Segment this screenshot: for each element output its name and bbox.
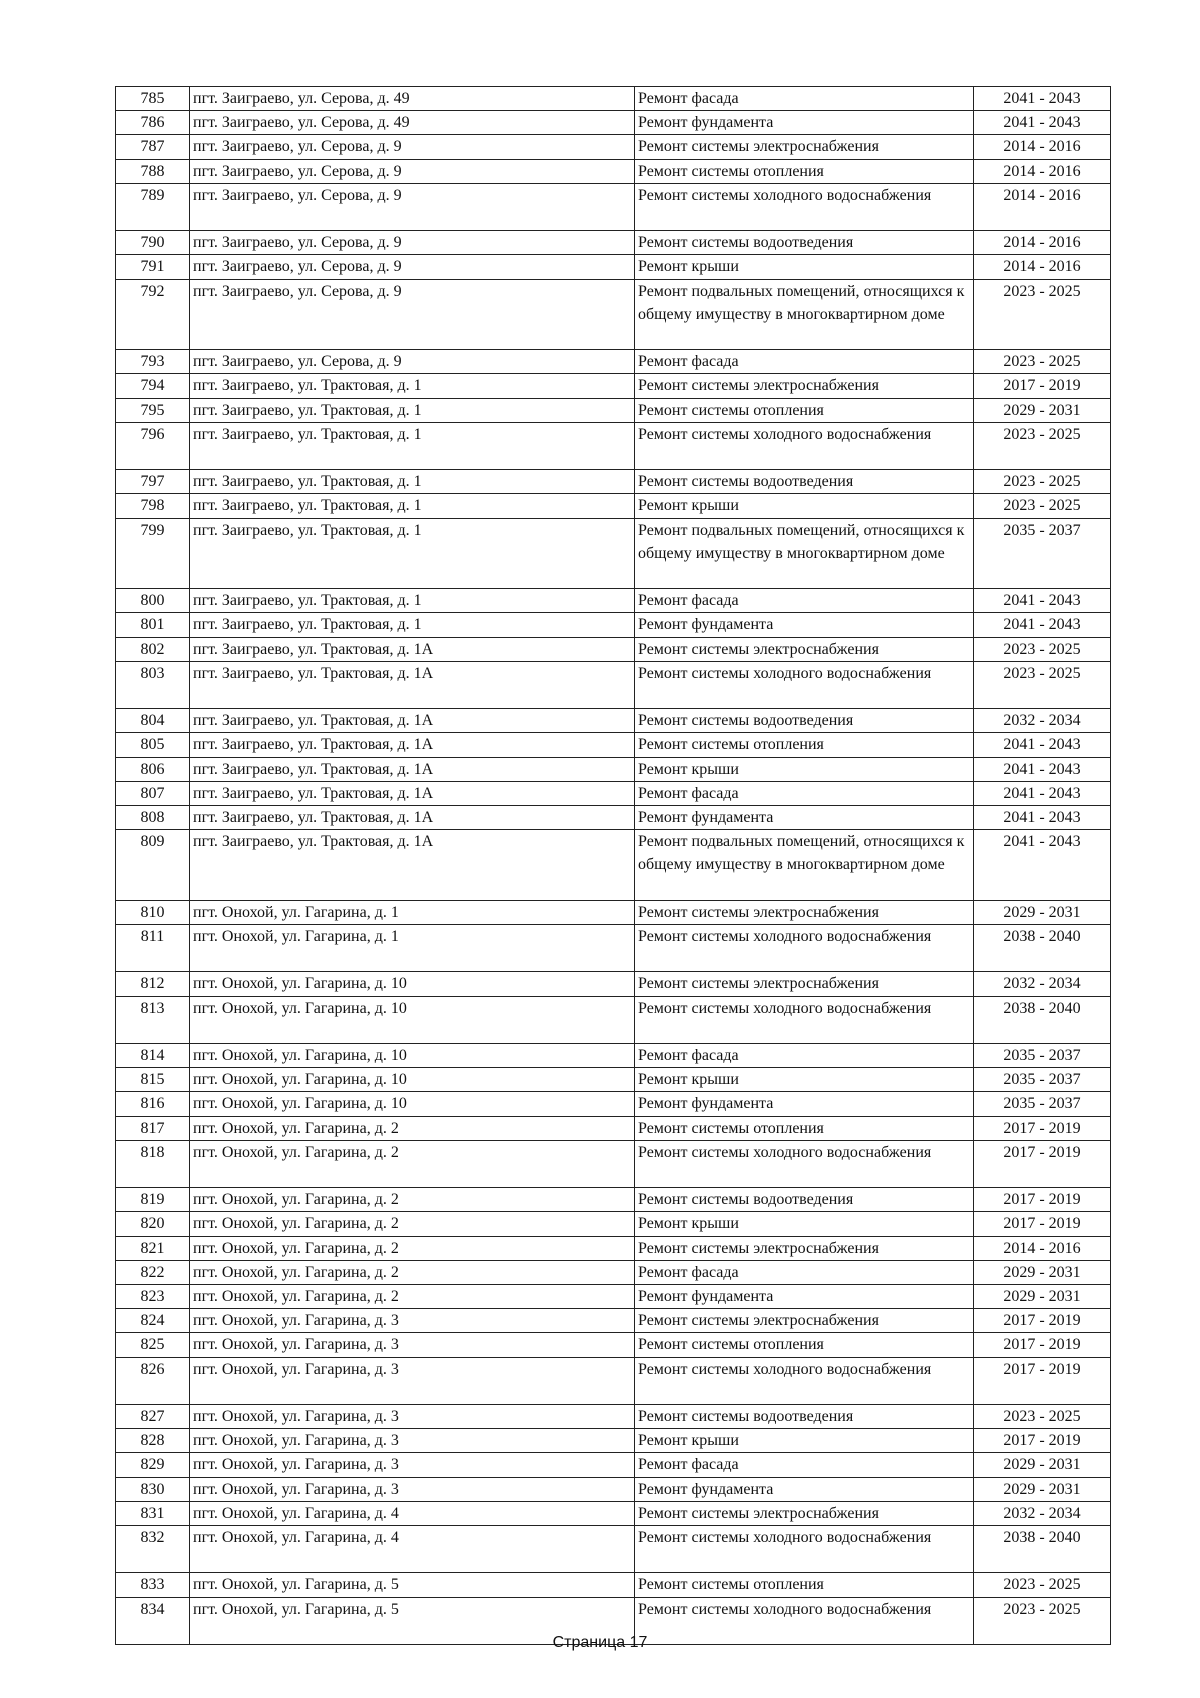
table-row (116, 350, 1111, 374)
cell-work-type: Ремонт системы водоотведения (635, 1405, 974, 1429)
cell-period: 2032 - 2034 (974, 1501, 1111, 1525)
cell-period: 2041 - 2043 (974, 87, 1111, 111)
table-row (116, 470, 1111, 494)
table-row (116, 1212, 1111, 1236)
cell-work-type: Ремонт фасада (635, 1044, 974, 1068)
table-row (116, 135, 1111, 159)
table-row (116, 1188, 1111, 1212)
table-row (116, 806, 1111, 830)
table-row (116, 972, 1111, 996)
table-row (116, 589, 1111, 613)
cell-address: пгт. Онохой, ул. Гагарина, д. 3 (190, 1333, 635, 1357)
cell-number: 794 (116, 374, 190, 398)
table-row (116, 183, 1111, 230)
cell-number: 801 (116, 613, 190, 637)
cell-address: пгт. Онохой, ул. Гагарина, д. 3 (190, 1357, 635, 1404)
table-row (116, 422, 1111, 469)
cell-address: пгт. Заиграево, ул. Серова, д. 9 (190, 255, 635, 279)
cell-period: 2029 - 2031 (974, 1477, 1111, 1501)
cell-period: 2023 - 2025 (974, 1597, 1111, 1644)
cell-period: 2041 - 2043 (974, 111, 1111, 135)
cell-address: пгт. Заиграево, ул. Трактовая, д. 1 (190, 422, 635, 469)
cell-work-type: Ремонт системы холодного водоснабжения (635, 422, 974, 469)
cell-period: 2038 - 2040 (974, 996, 1111, 1043)
cell-work-type: Ремонт системы холодного водоснабжения (635, 996, 974, 1043)
table-row (116, 1068, 1111, 1092)
cell-period: 2041 - 2043 (974, 757, 1111, 781)
cell-work-type: Ремонт системы холодного водоснабжения (635, 1357, 974, 1404)
cell-work-type: Ремонт фундамента (635, 1092, 974, 1116)
table-row (116, 518, 1111, 589)
repair-schedule-table (115, 86, 1111, 1645)
cell-work-type: Ремонт системы водоотведения (635, 231, 974, 255)
cell-number: 815 (116, 1068, 190, 1092)
cell-period: 2023 - 2025 (974, 661, 1111, 708)
table-row (116, 255, 1111, 279)
table-row (116, 1285, 1111, 1309)
cell-number: 785 (116, 87, 190, 111)
cell-work-type: Ремонт крыши (635, 494, 974, 518)
cell-period: 2041 - 2043 (974, 613, 1111, 637)
cell-number: 790 (116, 231, 190, 255)
cell-address: пгт. Онохой, ул. Гагарина, д. 3 (190, 1309, 635, 1333)
cell-period: 2023 - 2025 (974, 637, 1111, 661)
cell-address: пгт. Онохой, ул. Гагарина, д. 3 (190, 1453, 635, 1477)
table-row (116, 781, 1111, 805)
cell-address: пгт. Заиграево, ул. Трактовая, д. 1А (190, 733, 635, 757)
cell-work-type: Ремонт системы электроснабжения (635, 1309, 974, 1333)
cell-number: 805 (116, 733, 190, 757)
cell-work-type: Ремонт системы электроснабжения (635, 1236, 974, 1260)
cell-period: 2017 - 2019 (974, 1116, 1111, 1140)
repair-schedule-table-wrap (115, 86, 1110, 1645)
cell-work-type: Ремонт системы холодного водоснабжения (635, 1140, 974, 1187)
cell-address: пгт. Заиграево, ул. Серова, д. 9 (190, 135, 635, 159)
cell-period: 2041 - 2043 (974, 781, 1111, 805)
cell-address: пгт. Заиграево, ул. Трактовая, д. 1А (190, 806, 635, 830)
cell-address: пгт. Онохой, ул. Гагарина, д. 2 (190, 1116, 635, 1140)
cell-number: 787 (116, 135, 190, 159)
cell-number: 820 (116, 1212, 190, 1236)
cell-period: 2038 - 2040 (974, 1526, 1111, 1573)
cell-number: 818 (116, 1140, 190, 1187)
cell-number: 799 (116, 518, 190, 589)
cell-period: 2029 - 2031 (974, 398, 1111, 422)
table-row (116, 1357, 1111, 1404)
cell-number: 817 (116, 1116, 190, 1140)
cell-number: 802 (116, 637, 190, 661)
cell-work-type: Ремонт системы электроснабжения (635, 374, 974, 398)
cell-address: пгт. Заиграево, ул. Серова, д. 9 (190, 159, 635, 183)
cell-work-type: Ремонт системы холодного водоснабжения (635, 925, 974, 972)
cell-work-type: Ремонт системы водоотведения (635, 470, 974, 494)
cell-number: 825 (116, 1333, 190, 1357)
cell-work-type: Ремонт системы водоотведения (635, 1188, 974, 1212)
cell-number: 796 (116, 422, 190, 469)
cell-work-type: Ремонт системы отопления (635, 1573, 974, 1597)
cell-address: пгт. Заиграево, ул. Трактовая, д. 1А (190, 709, 635, 733)
cell-period: 2029 - 2031 (974, 1453, 1111, 1477)
cell-number: 834 (116, 1597, 190, 1644)
cell-work-type: Ремонт крыши (635, 1429, 974, 1453)
cell-number: 833 (116, 1573, 190, 1597)
table-row (116, 1236, 1111, 1260)
cell-number: 831 (116, 1501, 190, 1525)
cell-address: пгт. Заиграево, ул. Серова, д. 49 (190, 111, 635, 135)
cell-period: 2035 - 2037 (974, 1044, 1111, 1068)
cell-address: пгт. Онохой, ул. Гагарина, д. 1 (190, 900, 635, 924)
cell-period: 2023 - 2025 (974, 1405, 1111, 1429)
cell-number: 826 (116, 1357, 190, 1404)
cell-period: 2038 - 2040 (974, 925, 1111, 972)
cell-work-type: Ремонт системы отопления (635, 733, 974, 757)
cell-address: пгт. Онохой, ул. Гагарина, д. 2 (190, 1212, 635, 1236)
cell-address: пгт. Заиграево, ул. Трактовая, д. 1А (190, 781, 635, 805)
cell-address: пгт. Заиграево, ул. Трактовая, д. 1 (190, 470, 635, 494)
cell-work-type: Ремонт крыши (635, 1212, 974, 1236)
table-row (116, 398, 1111, 422)
cell-work-type: Ремонт крыши (635, 757, 974, 781)
cell-address: пгт. Онохой, ул. Гагарина, д. 5 (190, 1573, 635, 1597)
cell-period: 2014 - 2016 (974, 1236, 1111, 1260)
cell-period: 2017 - 2019 (974, 1140, 1111, 1187)
cell-number: 806 (116, 757, 190, 781)
cell-number: 814 (116, 1044, 190, 1068)
table-row (116, 733, 1111, 757)
cell-number: 791 (116, 255, 190, 279)
cell-period: 2017 - 2019 (974, 374, 1111, 398)
cell-number: 828 (116, 1429, 190, 1453)
table-row (116, 1092, 1111, 1116)
cell-address: пгт. Онохой, ул. Гагарина, д. 5 (190, 1597, 635, 1644)
cell-work-type: Ремонт системы электроснабжения (635, 972, 974, 996)
table-row (116, 661, 1111, 708)
cell-work-type: Ремонт системы отопления (635, 159, 974, 183)
cell-address: пгт. Онохой, ул. Гагарина, д. 2 (190, 1285, 635, 1309)
cell-number: 819 (116, 1188, 190, 1212)
cell-period: 2041 - 2043 (974, 589, 1111, 613)
cell-address: пгт. Онохой, ул. Гагарина, д. 3 (190, 1477, 635, 1501)
cell-address: пгт. Заиграево, ул. Серова, д. 9 (190, 350, 635, 374)
cell-address: пгт. Онохой, ул. Гагарина, д. 10 (190, 1092, 635, 1116)
cell-period: 2041 - 2043 (974, 806, 1111, 830)
cell-work-type: Ремонт системы электроснабжения (635, 900, 974, 924)
table-row (116, 1116, 1111, 1140)
cell-address: пгт. Заиграево, ул. Трактовая, д. 1 (190, 613, 635, 637)
cell-work-type: Ремонт фасада (635, 1260, 974, 1284)
table-row (116, 1526, 1111, 1573)
cell-number: 816 (116, 1092, 190, 1116)
cell-address: пгт. Онохой, ул. Гагарина, д. 1 (190, 925, 635, 972)
table-row (116, 900, 1111, 924)
cell-period: 2029 - 2031 (974, 1285, 1111, 1309)
cell-period: 2032 - 2034 (974, 972, 1111, 996)
cell-number: 823 (116, 1285, 190, 1309)
cell-period: 2014 - 2016 (974, 255, 1111, 279)
cell-address: пгт. Онохой, ул. Гагарина, д. 2 (190, 1188, 635, 1212)
table-row (116, 1044, 1111, 1068)
cell-address: пгт. Заиграево, ул. Серова, д. 9 (190, 279, 635, 350)
table-row (116, 996, 1111, 1043)
cell-number: 810 (116, 900, 190, 924)
cell-address: пгт. Заиграево, ул. Трактовая, д. 1 (190, 589, 635, 613)
cell-period: 2029 - 2031 (974, 1260, 1111, 1284)
cell-period: 2023 - 2025 (974, 350, 1111, 374)
cell-work-type: Ремонт фасада (635, 87, 974, 111)
cell-period: 2017 - 2019 (974, 1188, 1111, 1212)
cell-work-type: Ремонт системы отопления (635, 398, 974, 422)
cell-work-type: Ремонт подвальных помещений, относящихся к общему имуществу в многоквартирном доме (635, 518, 974, 589)
page-number: Страница 17 (552, 1634, 648, 1651)
cell-address: пгт. Заиграево, ул. Трактовая, д. 1 (190, 398, 635, 422)
table-row (116, 757, 1111, 781)
cell-address: пгт. Заиграево, ул. Трактовая, д. 1 (190, 518, 635, 589)
cell-period: 2014 - 2016 (974, 231, 1111, 255)
cell-number: 827 (116, 1405, 190, 1429)
cell-work-type: Ремонт подвальных помещений, относящихся к общему имуществу в многоквартирном доме (635, 279, 974, 350)
cell-period: 2017 - 2019 (974, 1429, 1111, 1453)
cell-number: 830 (116, 1477, 190, 1501)
cell-address: пгт. Онохой, ул. Гагарина, д. 10 (190, 996, 635, 1043)
cell-work-type: Ремонт подвальных помещений, относящихся к общему имуществу в многоквартирном доме (635, 830, 974, 901)
table-row (116, 1140, 1111, 1187)
cell-work-type: Ремонт фундамента (635, 1285, 974, 1309)
cell-period: 2023 - 2025 (974, 1573, 1111, 1597)
cell-number: 832 (116, 1526, 190, 1573)
table-row (116, 1501, 1111, 1525)
table-row (116, 1309, 1111, 1333)
cell-number: 809 (116, 830, 190, 901)
cell-work-type: Ремонт фасада (635, 589, 974, 613)
table-row (116, 613, 1111, 637)
cell-work-type: Ремонт фундамента (635, 613, 974, 637)
cell-number: 786 (116, 111, 190, 135)
cell-work-type: Ремонт фасада (635, 781, 974, 805)
cell-number: 793 (116, 350, 190, 374)
cell-work-type: Ремонт фундамента (635, 1477, 974, 1501)
cell-number: 821 (116, 1236, 190, 1260)
table-row (116, 1260, 1111, 1284)
table-row (116, 709, 1111, 733)
table-row (116, 830, 1111, 901)
table-row (116, 231, 1111, 255)
cell-number: 792 (116, 279, 190, 350)
cell-work-type: Ремонт фасада (635, 1453, 974, 1477)
cell-period: 2014 - 2016 (974, 183, 1111, 230)
cell-address: пгт. Заиграево, ул. Серова, д. 9 (190, 231, 635, 255)
table-row (116, 494, 1111, 518)
cell-address: пгт. Онохой, ул. Гагарина, д. 2 (190, 1236, 635, 1260)
cell-work-type: Ремонт фундамента (635, 111, 974, 135)
cell-number: 804 (116, 709, 190, 733)
cell-work-type: Ремонт системы холодного водоснабжения (635, 1526, 974, 1573)
cell-period: 2035 - 2037 (974, 1092, 1111, 1116)
cell-work-type: Ремонт крыши (635, 1068, 974, 1092)
cell-number: 829 (116, 1453, 190, 1477)
cell-work-type: Ремонт системы отопления (635, 1116, 974, 1140)
cell-period: 2035 - 2037 (974, 1068, 1111, 1092)
table-row (116, 374, 1111, 398)
cell-number: 797 (116, 470, 190, 494)
cell-address: пгт. Заиграево, ул. Трактовая, д. 1А (190, 830, 635, 901)
cell-address: пгт. Онохой, ул. Гагарина, д. 4 (190, 1526, 635, 1573)
cell-work-type: Ремонт системы водоотведения (635, 709, 974, 733)
cell-address: пгт. Заиграево, ул. Трактовая, д. 1А (190, 661, 635, 708)
cell-number: 813 (116, 996, 190, 1043)
cell-period: 2032 - 2034 (974, 709, 1111, 733)
table-row (116, 159, 1111, 183)
cell-number: 800 (116, 589, 190, 613)
cell-address: пгт. Заиграево, ул. Трактовая, д. 1А (190, 637, 635, 661)
cell-address: пгт. Онохой, ул. Гагарина, д. 10 (190, 1044, 635, 1068)
cell-period: 2017 - 2019 (974, 1333, 1111, 1357)
table-row (116, 87, 1111, 111)
cell-number: 811 (116, 925, 190, 972)
cell-period: 2014 - 2016 (974, 159, 1111, 183)
cell-address: пгт. Заиграево, ул. Трактовая, д. 1А (190, 757, 635, 781)
table-row (116, 1573, 1111, 1597)
table-row (116, 279, 1111, 350)
cell-period: 2041 - 2043 (974, 733, 1111, 757)
cell-period: 2017 - 2019 (974, 1212, 1111, 1236)
cell-period: 2035 - 2037 (974, 518, 1111, 589)
cell-address: пгт. Онохой, ул. Гагарина, д. 2 (190, 1260, 635, 1284)
cell-period: 2023 - 2025 (974, 279, 1111, 350)
cell-number: 807 (116, 781, 190, 805)
table-row (116, 925, 1111, 972)
cell-work-type: Ремонт системы электроснабжения (635, 1501, 974, 1525)
cell-number: 808 (116, 806, 190, 830)
cell-address: пгт. Онохой, ул. Гагарина, д. 4 (190, 1501, 635, 1525)
cell-work-type: Ремонт фасада (635, 350, 974, 374)
cell-address: пгт. Онохой, ул. Гагарина, д. 3 (190, 1429, 635, 1453)
cell-number: 803 (116, 661, 190, 708)
cell-number: 812 (116, 972, 190, 996)
cell-work-type: Ремонт системы отопления (635, 1333, 974, 1357)
table-row (116, 1405, 1111, 1429)
cell-address: пгт. Онохой, ул. Гагарина, д. 3 (190, 1405, 635, 1429)
cell-period: 2023 - 2025 (974, 422, 1111, 469)
cell-work-type: Ремонт крыши (635, 255, 974, 279)
cell-work-type: Ремонт системы электроснабжения (635, 135, 974, 159)
cell-number: 788 (116, 159, 190, 183)
table-row (116, 1429, 1111, 1453)
cell-number: 798 (116, 494, 190, 518)
cell-work-type: Ремонт фундамента (635, 806, 974, 830)
cell-address: пгт. Онохой, ул. Гагарина, д. 2 (190, 1140, 635, 1187)
table-row (116, 1453, 1111, 1477)
cell-period: 2041 - 2043 (974, 830, 1111, 901)
cell-number: 824 (116, 1309, 190, 1333)
cell-period: 2023 - 2025 (974, 470, 1111, 494)
cell-address: пгт. Онохой, ул. Гагарина, д. 10 (190, 972, 635, 996)
table-body (116, 87, 1111, 1645)
cell-period: 2023 - 2025 (974, 494, 1111, 518)
cell-period: 2029 - 2031 (974, 900, 1111, 924)
table-row (116, 1477, 1111, 1501)
cell-address: пгт. Заиграево, ул. Серова, д. 9 (190, 183, 635, 230)
cell-period: 2017 - 2019 (974, 1309, 1111, 1333)
cell-period: 2014 - 2016 (974, 135, 1111, 159)
cell-work-type: Ремонт системы холодного водоснабжения (635, 183, 974, 230)
cell-work-type: Ремонт системы холодного водоснабжения (635, 1597, 974, 1644)
table-row (116, 637, 1111, 661)
cell-number: 795 (116, 398, 190, 422)
cell-address: пгт. Заиграево, ул. Трактовая, д. 1 (190, 374, 635, 398)
cell-number: 789 (116, 183, 190, 230)
table-row (116, 111, 1111, 135)
cell-period: 2017 - 2019 (974, 1357, 1111, 1404)
cell-address: пгт. Заиграево, ул. Серова, д. 49 (190, 87, 635, 111)
cell-work-type: Ремонт системы электроснабжения (635, 637, 974, 661)
cell-address: пгт. Заиграево, ул. Трактовая, д. 1 (190, 494, 635, 518)
cell-work-type: Ремонт системы холодного водоснабжения (635, 661, 974, 708)
cell-number: 822 (116, 1260, 190, 1284)
cell-address: пгт. Онохой, ул. Гагарина, д. 10 (190, 1068, 635, 1092)
table-row (116, 1333, 1111, 1357)
